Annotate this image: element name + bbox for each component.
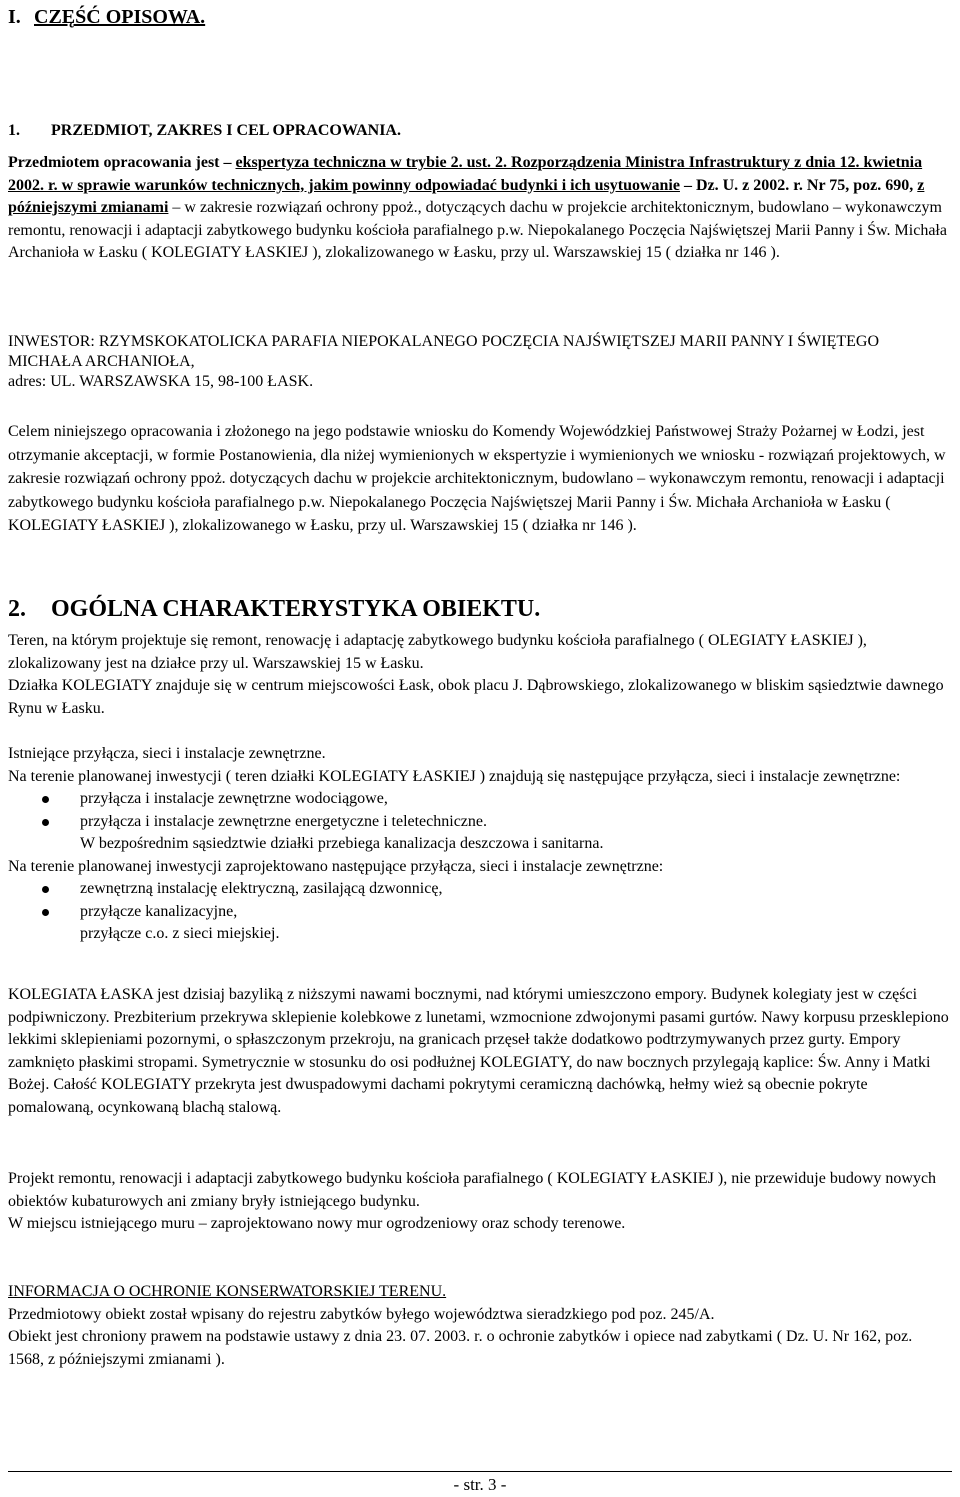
project-scope [8, 1168, 952, 1236]
investor-block [8, 332, 952, 392]
existing-utilities-list [8, 788, 952, 856]
list-item: W bezpośrednim sąsiedztwie działki przebiega kanalizacja deszczowa i sanitarna. [80, 835, 604, 852]
utilities-intro-planned: Na terenie planowanej inwestycji zaprojektowano następujące przyłącza, sieci i instalacje zewnętrzne: [8, 857, 664, 875]
project-paragraph-1: Projekt remontu, renowacji i adaptacji zabytkowego budynku kościoła parafialnego ( KOLEGIATY ŁASKIEJ ), nie przewiduje budowy nowych obiektów kubaturowych ani zmiany bryły istniejącego budynku. [8, 1170, 937, 1210]
site-paragraph-2: Działka KOLEGIATY znajduje się w centrum miejscowości Łask, obok placu J. Dąbrowskiego, zlokalizowanego w bliskim sąsiedztwie dawnego Rynu w Łasku. [8, 677, 944, 717]
page-number: - str. 3 - [453, 1475, 507, 1494]
section-1-heading: 1. PRZEDMIOT, ZAKRES I CEL OPRACOWANIA. [8, 122, 401, 139]
list-item: przyłącze c.o. z sieci miejskiej. [80, 925, 280, 942]
list-item: zewnętrzną instalację elektryczną, zasilającą dzwonnicę, [8, 878, 952, 901]
building-description: KOLEGIATA ŁASKA jest dzisiaj bazyliką z niższymi nawami bocznymi, nad którymi umieszczono empory. Budynek kolegiaty jest w części podpiwniczony. Prezbiterium przekrywa sklepienie kolebkowe z lunetami, wzmocnione zdwojonymi pasami gurtów. Nawy korpusu przesklepiono lekkimi sklepieniami pozornymi, o spłaszczonym przekroju, na granicach przęseł także dodatkowo podtrzymywanych przez gurty. Empory zamknięto płaskimi stropami. Symetrycznie w stosunku do osi podłużnej KOLEGIATY, do naw bocznych przylegają kaplice: Św. Anny i Matki Bożej. Całość KOLEGIATY przekryta jest dwuspadowymi dachami pokrytymi ceramiczną dachówką, hełmy wież są obecnie pokryte pomalowaną, ocynkowaną blachą stalową. [8, 986, 949, 1116]
investor-address: adres: UL. WARSZAWSKA 15, 98-100 ŁASK. [8, 373, 314, 390]
section-2-heading: 2. OGÓLNA CHARAKTERYSTYKA OBIEKTU. [8, 596, 541, 622]
site-paragraph-1: Teren, na którym projektuje się remont, renowację i adaptację zabytkowego budynku kościoła parafialnego ( OLEGIATY ŁASKIEJ ), zlokalizowany jest na działce przy ul. Warszawskiej 15 w Łasku. [8, 632, 867, 672]
conservation-paragraph-1: Przedmiotowy obiekt został wpisany do rejestru zabytków byłego województwa sieradzkiego pod poz. 245/A. [8, 1305, 715, 1323]
utilities-block [8, 743, 952, 946]
site-location [8, 630, 952, 720]
planned-utilities-list [8, 878, 952, 946]
list-item: przyłącza i instalacje zewnętrzne energetyczne i teletechniczne. [8, 811, 952, 834]
conservation-paragraph-2: Obiekt jest chroniony prawem na podstawie ustawy z dnia 23. 07. 2003. r. o ochronie zabytków i opiece nad zabytkami ( Dz. U. Nr 162, poz. 1568, z późniejszymi zmianami ). [8, 1328, 913, 1368]
utilities-heading: Istniejące przyłącza, sieci i instalacje zewnętrzne. [8, 745, 326, 762]
utilities-intro-existing: Na terenie planowanej inwestycji ( teren działki KOLEGIATY ŁASKIEJ ) znajdują się następujące przyłącza, sieci i instalacje zewnętrzne: [8, 767, 901, 785]
project-paragraph-2: W miejscu istniejącego muru – zaprojektowano nowy mur ogrodzeniowy oraz schody terenowe. [8, 1215, 626, 1232]
footer-divider [8, 1471, 952, 1472]
investor-name: INWESTOR: RZYMSKOKATOLICKA PARAFIA NIEPOKALANEGO POCZĘCIA NAJŚWIĘTSZEJ MARII PANNY I ŚWIĘTEGO MICHAŁA ARCHANIOŁA, [8, 333, 879, 370]
purpose-paragraph: Celem niniejszego opracowania i złożonego na jego podstawie wniosku do Komendy Wojewódzkiej Państwowej Straży Pożarnej w Łodzi, jest otrzymanie akceptacji, w formie Postanowienia, dla niżej wymienionych w ekspertyzie i wymienionych we wniosku - rozwiązań projektowych, w zakresie rozwiązań ochrony ppoż. dotyczących dachu w projekcie architektonicznym, budowlano – wykonawczym remontu, renowacji i adaptacji zabytkowego budynku kościoła parafialnego p.w. Niepokalanego Poczęcia Najświętszej Marii Panny i Św. Michała Archanioła w Łasku ( KOLEGIATY ŁASKIEJ ), zlokalizowanego w Łasku, przy ul. Warszawskiej 15 ( działka nr 146 ). [8, 423, 946, 535]
list-item: przyłącze kanalizacyjne, [8, 901, 952, 924]
section-1-intro: Przedmiotem opracowania jest – ekspertyza techniczna w trybie 2. ust. 2. Rozporządzenia Ministra Infrastruktury z dnia 12. kwietnia 2002. r. w sprawie warunków technicznych, jakim powinny odpowiadać budynki i ich usytuowanie – Dz. U. z 2002. r. Nr 75, poz. 690, z późniejszymi zmianami – w zakresie rozwiązań ochrony ppoż., dotyczących dachu w projekcie architektonicznym, budowlano – wykonawczym remontu, renowacji i adaptacji zabytkowego budynku kościoła parafialnego p.w. Niepokalanego Poczęcia Najświętszej Marii Panny i Św. Michała Archanioła w Łasku ( KOLEGIATY ŁASKIEJ ), zlokalizowanego w Łasku, przy ul. Warszawskiej 15 ( działka nr 146 ). [8, 154, 947, 261]
list-item: przyłącza i instalacje zewnętrzne wodociągowe, [8, 788, 952, 811]
document-title: I. CZĘŚĆ OPISOWA. [8, 6, 206, 28]
conservation-block [8, 1281, 952, 1371]
conservation-heading: INFORMACJA O OCHRONIE KONSERWATORSKIEJ TERENU. [8, 1283, 447, 1300]
